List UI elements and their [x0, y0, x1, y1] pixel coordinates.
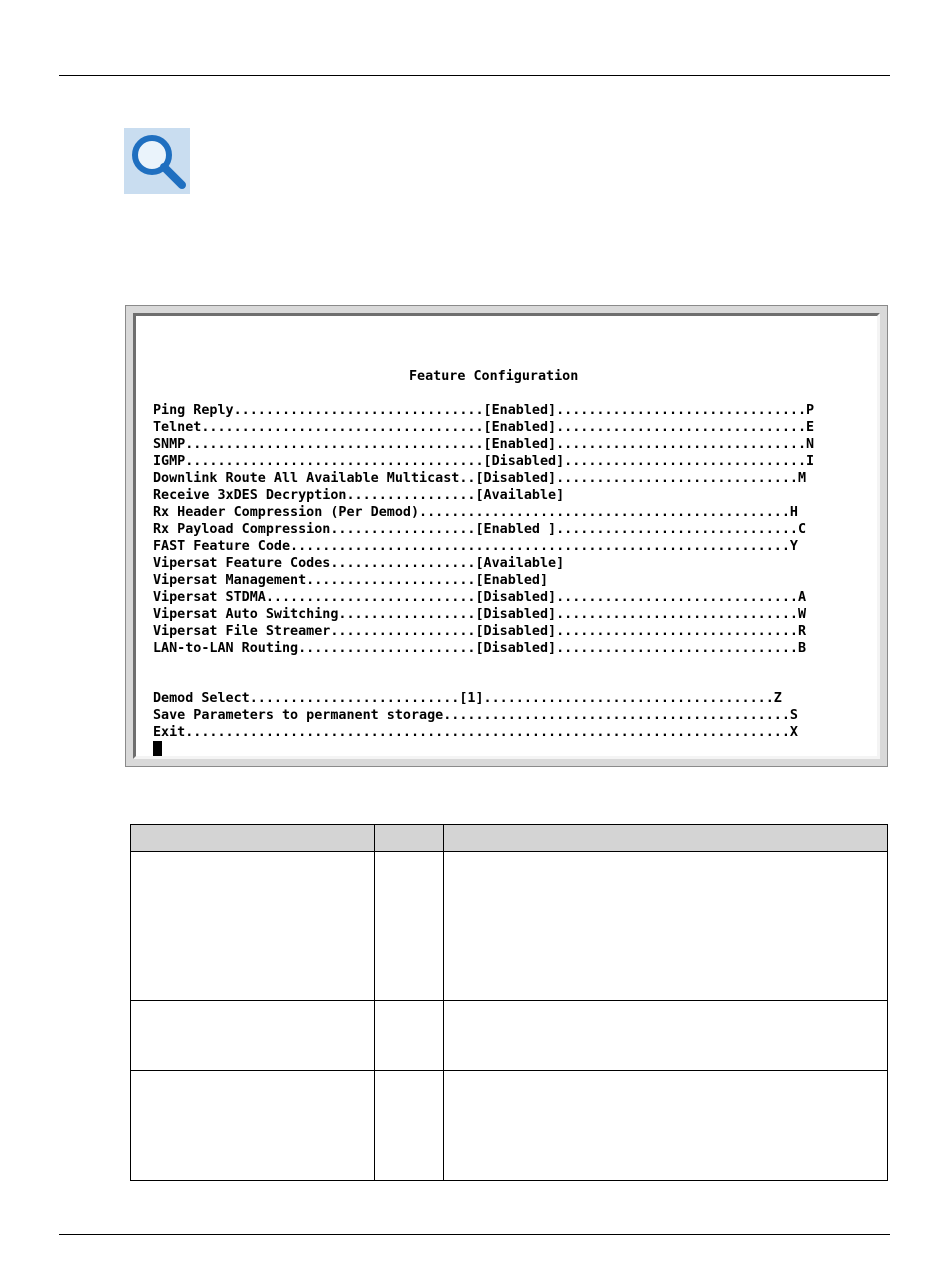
table-cell [375, 852, 444, 1001]
table-header-cell [131, 825, 375, 852]
table-cell [131, 1001, 375, 1071]
menu-item-lan-to-lan-routing: LAN-to-LAN Routing......................[Disabled]..............................B [153, 641, 807, 656]
table-header-cell [375, 825, 444, 852]
menu-item-receive-3xdes: Receive 3xDES Decryption................[Available] [153, 488, 565, 503]
footer-rule [59, 1234, 890, 1235]
terminal-title: Feature Configuration [409, 369, 579, 384]
table-cell [131, 852, 375, 1001]
menu-item-demod-select: Demod Select..........................[1]....................................Z [153, 691, 782, 706]
menu-item-vipersat-file-streamer: Vipersat File Streamer..................[Disabled]..............................R [153, 624, 807, 639]
menu-item-fast-feature-code: FAST Feature Code..............................................................Y [153, 539, 798, 554]
table-row [131, 1071, 888, 1181]
menu-item-save-parameters: Save Parameters to permanent storage...........................................S [153, 708, 798, 723]
table-header-row [131, 825, 888, 852]
table-cell [444, 1001, 888, 1071]
menu-item-exit: Exit...........................................................................X [153, 725, 798, 740]
table-cell [375, 1071, 444, 1181]
terminal-cursor[interactable] [153, 741, 162, 756]
table-row [131, 852, 888, 1001]
menu-item-snmp: SNMP.....................................[Enabled]...............................N [153, 437, 815, 452]
menu-item-igmp: IGMP.....................................[Disabled]..............................I [153, 454, 815, 469]
table-cell [375, 1001, 444, 1071]
table-cell [444, 1071, 888, 1181]
menu-description-table [130, 824, 888, 1181]
terminal-window [125, 305, 888, 767]
table-header-cell [444, 825, 888, 852]
menu-item-vipersat-feature-codes: Vipersat Feature Codes..................[Available] [153, 556, 565, 571]
terminal-screen [142, 322, 871, 750]
menu-item-ping-reply: Ping Reply...............................[Enabled]...............................P [153, 403, 815, 418]
menu-item-downlink-route-multicast: Downlink Route All Available Multicast..[Disabled]..............................M [153, 471, 807, 486]
menu-item-rx-payload-compression: Rx Payload Compression..................[Enabled ]..............................C [153, 522, 807, 537]
table-row [131, 1001, 888, 1071]
menu-item-vipersat-auto-switching: Vipersat Auto Switching.................[Disabled]..............................W [153, 607, 807, 622]
terminal-border [133, 313, 880, 759]
menu-item-vipersat-stdma: Vipersat STDMA..........................[Disabled]..............................A [153, 590, 807, 605]
table-cell [444, 852, 888, 1001]
menu-item-telnet: Telnet...................................[Enabled]...............................E [153, 420, 815, 435]
menu-item-vipersat-management: Vipersat Management.....................[Enabled] [153, 573, 549, 588]
header-rule [59, 75, 890, 76]
magnifying-glass-icon [124, 128, 190, 194]
menu-item-rx-header-compression: Rx Header Compression (Per Demod)..............................................H [153, 505, 798, 520]
table-cell [131, 1071, 375, 1181]
